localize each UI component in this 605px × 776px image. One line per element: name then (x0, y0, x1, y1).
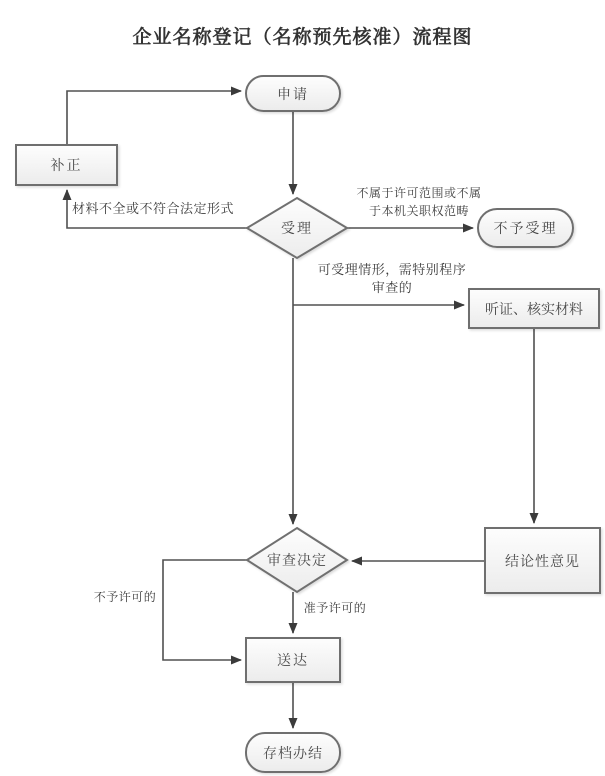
node-conclusion: 结论性意见 (484, 527, 601, 594)
edge-label-incomplete-materials: 材料不全或不符合法定形式 (71, 201, 234, 216)
node-hearing: 听证、核实材料 (468, 288, 600, 329)
node-apply: 申请 (245, 75, 341, 112)
edge-label-out-of-scope: 不属于许可范围或不属于本机关职权范畴 (356, 186, 482, 218)
node-accept-label: 受理 (281, 220, 313, 236)
node-reject: 不予受理 (477, 208, 574, 248)
edge-label-special-procedure: 可受理情形，需特别程序审查的 (317, 262, 467, 295)
edge-review-denied-to-deliver (163, 560, 247, 660)
edge-correction-to-apply (67, 91, 241, 144)
node-correction: 补正 (15, 144, 118, 186)
page-title: 企业名称登记（名称预先核准）流程图 (132, 27, 473, 48)
edge-label-approved: 准予许可的 (303, 601, 367, 615)
node-review-label: 审查决定 (267, 552, 327, 568)
node-archive: 存档办结 (245, 732, 341, 773)
node-deliver: 送达 (245, 637, 341, 683)
edge-label-denied: 不予许可的 (93, 590, 157, 604)
